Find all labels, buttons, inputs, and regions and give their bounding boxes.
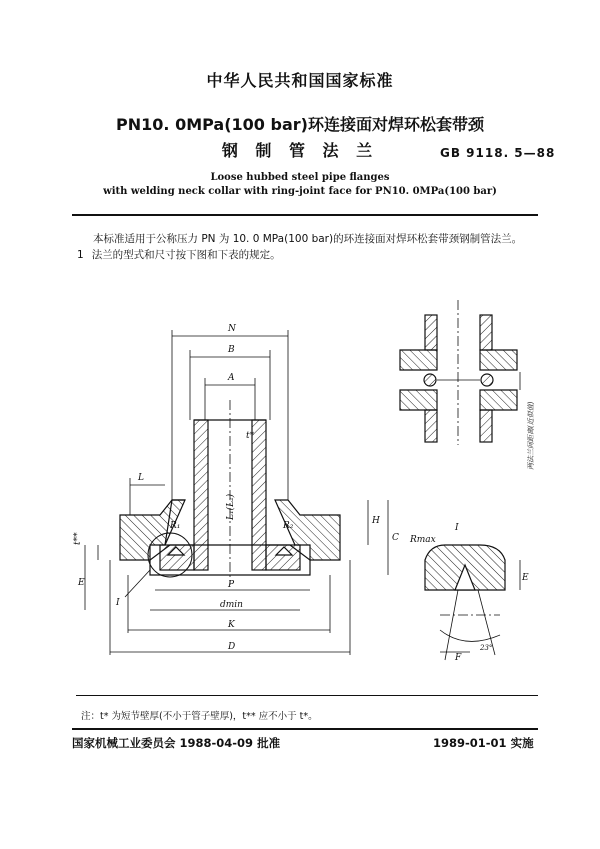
label-t-double-star: t**: [73, 532, 83, 545]
label-K: K: [228, 620, 235, 630]
label-E-detail: E: [522, 573, 529, 583]
english-title-line-1: Loose hubbed steel pipe flanges: [210, 172, 390, 183]
clause-text: 法兰的型式和尺寸按下图和下表的规定。: [91, 249, 281, 261]
label-I-callout: I: [116, 598, 120, 608]
scope-paragraph: 本标准适用于公称压力 PN 为 10. 0 MPa(100 bar)的环连接面对焊环松套带颈钢制管法兰。: [93, 233, 523, 245]
label-R2: R₂: [283, 521, 294, 531]
label-C: C: [392, 533, 399, 543]
title-line-1: PN10. 0MPa(100 bar)环连接面对焊环松套带颈: [116, 115, 484, 134]
label-N: N: [228, 324, 236, 334]
clause-number: 1: [77, 249, 84, 261]
effective-date: 1989-01-01 实施: [433, 736, 534, 750]
note-divider: [76, 695, 538, 696]
label-B: B: [228, 345, 235, 355]
label-flange-gap-note: 两法兰间距离(近似值): [527, 401, 535, 470]
english-title-line-2: with welding neck collar with ring-joint face for PN10. 0MPa(100 bar): [103, 186, 497, 197]
label-D: D: [228, 642, 236, 652]
label-H: H: [372, 516, 380, 526]
header-authority: 中华人民共和国国家标准: [206, 71, 394, 90]
label-dmin: dmin: [220, 600, 243, 610]
figure-note: 注：t* 为短节壁厚(不小于管子壁厚)，t** 应不小于 t*。: [81, 711, 318, 722]
label-F: F: [455, 653, 462, 663]
label-L1-L2: L₁(L₂): [226, 493, 236, 520]
standard-number: GB 9118. 5—88: [440, 146, 556, 160]
label-A: A: [228, 373, 235, 383]
main-section-view: [120, 330, 340, 597]
label-P: P: [228, 580, 235, 590]
footer-divider: [72, 728, 538, 730]
label-Rmax: Rmax: [410, 535, 436, 545]
detail-view-I: [425, 545, 520, 660]
label-L: L: [138, 473, 144, 483]
label-angle: 23°: [480, 644, 493, 652]
title-line-2: 钢 制 管 法 兰: [221, 141, 379, 160]
label-I-detail: I: [455, 523, 459, 533]
label-t-star: t*: [246, 431, 255, 441]
label-R1: R₁: [170, 521, 181, 531]
assembly-view: [400, 300, 520, 445]
approval-line: 国家机械工业委员会 1988-04-09 批准: [72, 736, 281, 750]
label-E: E: [78, 578, 85, 588]
